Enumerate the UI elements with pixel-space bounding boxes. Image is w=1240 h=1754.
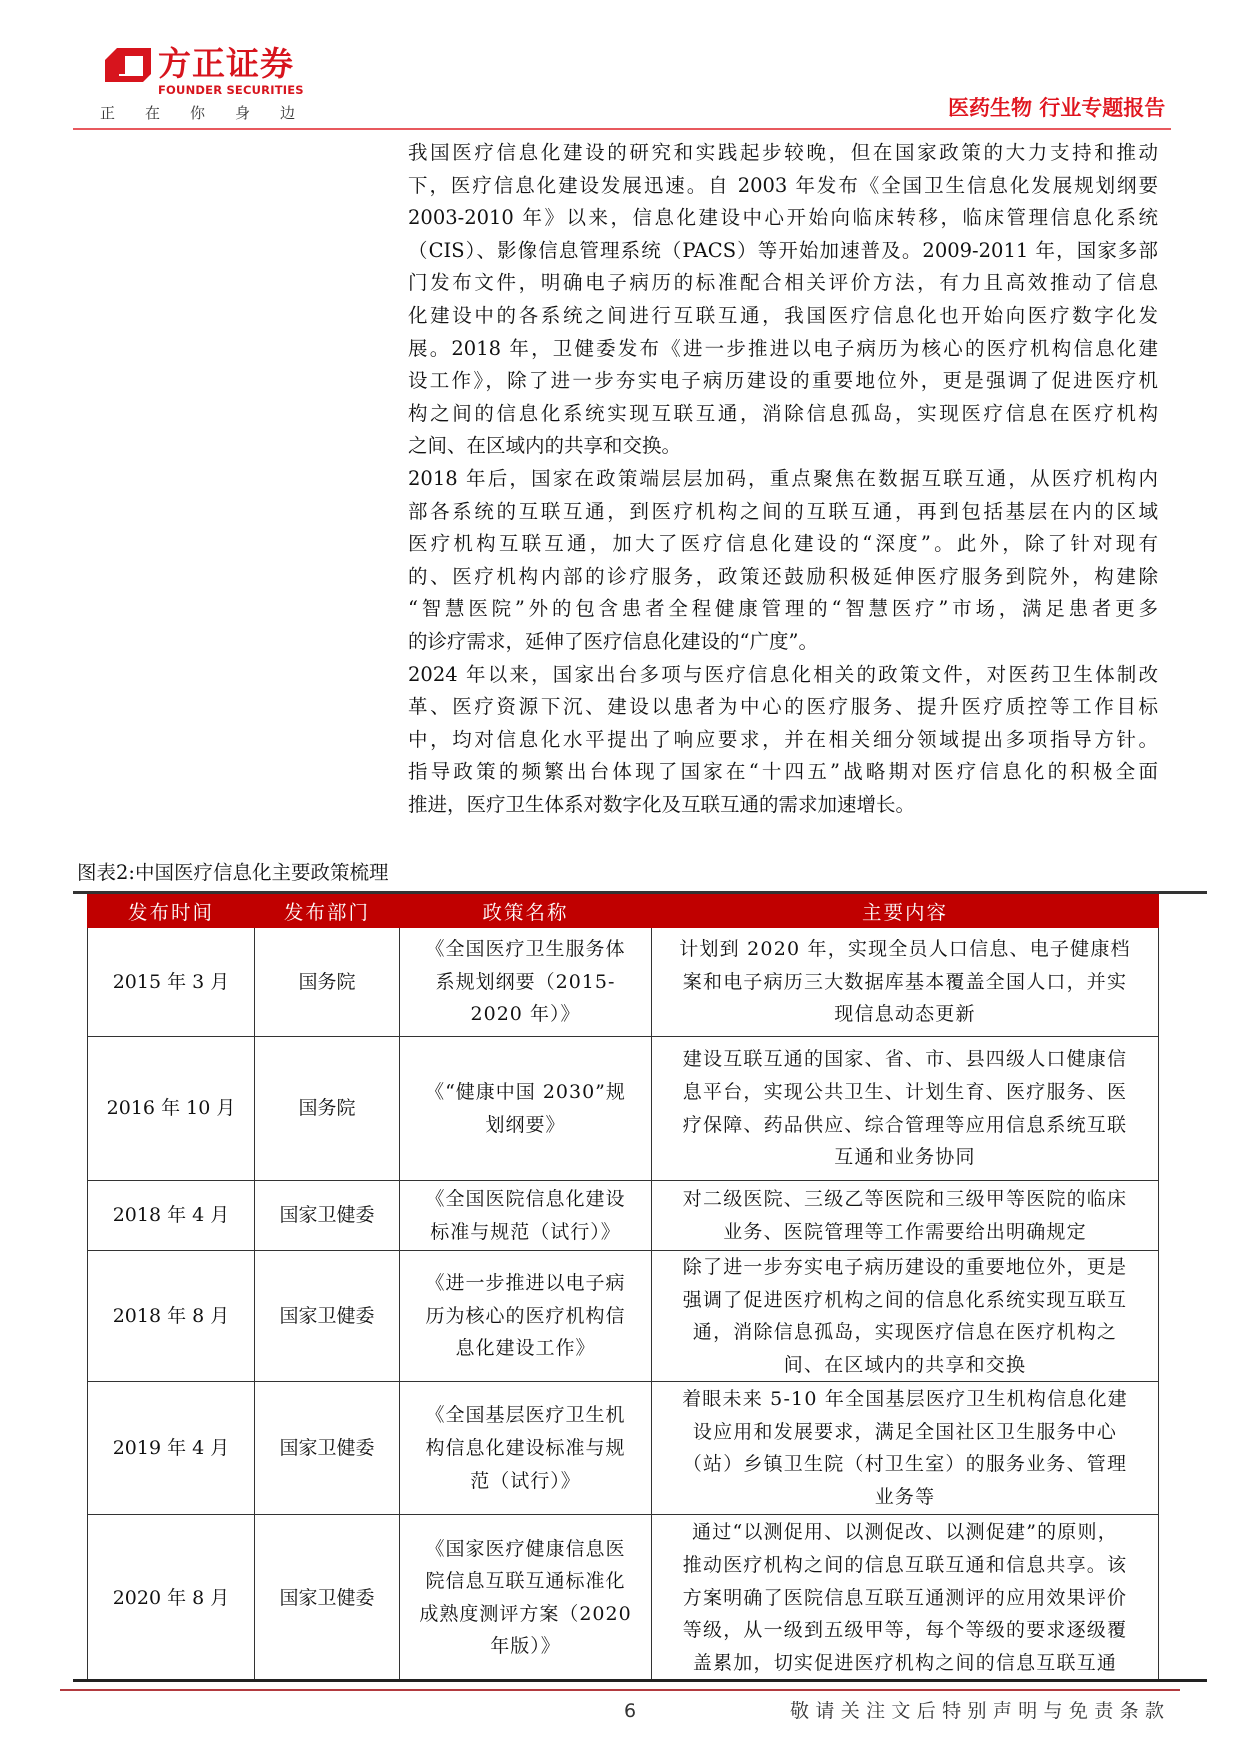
cell-release-time: 2020 年 8 月 bbox=[88, 1515, 255, 1681]
page-number: 6 bbox=[624, 1700, 637, 1722]
cell-main-content-line: （站）乡镇卫生院（村卫生室）的服务业务、管理 bbox=[682, 1453, 1128, 1476]
cell-policy-name bbox=[400, 1382, 652, 1515]
body-text-line: 门发布文件，明确电子病历的标准配合相关评价方法，有力且高效推动了信息 bbox=[408, 271, 1158, 295]
slogan-char: 你 bbox=[189, 104, 205, 122]
cell-policy-name-line: 《全国基层医疗卫生机 bbox=[425, 1404, 626, 1427]
table-row bbox=[88, 1181, 1159, 1251]
cell-policy-name-line: 系规划纲要（2015- bbox=[435, 970, 616, 993]
cell-department: 国家卫健委 bbox=[255, 1251, 400, 1382]
body-text-line: 部各系统的互联互通，到医疗机构之间的互联互通，再到包括基层在内的区域 bbox=[408, 499, 1158, 523]
cell-main-content-line: 设应用和发展要求，满足全国社区卫生服务中心 bbox=[692, 1420, 1118, 1443]
cell-policy-name-line: 《“健康中国 2030”规 bbox=[425, 1080, 626, 1103]
cell-main-content bbox=[652, 1181, 1159, 1251]
cell-main-content-line: 计划到 2020 年，实现全员人口信息、电子健康档 bbox=[679, 938, 1131, 961]
cell-release-time: 2016 年 10 月 bbox=[88, 1037, 255, 1181]
cell-main-content-line: 强调了促进医疗机构之间的信息化系统实现互联互 bbox=[682, 1288, 1128, 1311]
table-row bbox=[88, 1037, 1159, 1181]
cell-policy-name bbox=[400, 1037, 652, 1181]
cell-policy-name bbox=[400, 1251, 652, 1382]
cell-policy-name-line: 息化建设工作》 bbox=[455, 1337, 596, 1360]
cell-policy-name-line: 标准与规范（试行）》 bbox=[430, 1220, 621, 1243]
cell-department: 国务院 bbox=[255, 1037, 400, 1181]
body-text-line: 展。2018 年，卫健委发布《进一步推进以电子病历为核心的医疗机构信息化建 bbox=[408, 336, 1158, 360]
body-text-line: 2018 年后，国家在政策端层层加码，重点聚焦在数据互联互通，从医疗机构内 bbox=[408, 466, 1158, 490]
table-header-row bbox=[88, 895, 1159, 928]
body-text-line: 2003-2010 年》以来，信息化建设中心开始向临床转移，临床管理信息化系统 bbox=[408, 206, 1158, 230]
cell-department: 国家卫健委 bbox=[255, 1181, 400, 1251]
body-text-line: 构之间的信息化系统实现互联互通，消除信息孤岛，实现医疗信息在医疗机构 bbox=[408, 401, 1158, 425]
cell-policy-name bbox=[400, 928, 652, 1037]
cell-policy-name-line: 范（试行）》 bbox=[470, 1469, 581, 1492]
body-text-line: 革、医疗资源下沉、建设以患者为中心的医疗服务、提升医疗质控等工作目标 bbox=[408, 695, 1158, 719]
cell-main-content-line: 推动医疗机构之间的信息互联互通和信息共享。该 bbox=[682, 1553, 1128, 1576]
cell-main-content-line: 现信息动态更新 bbox=[834, 1003, 976, 1026]
cell-main-content-line: 业务、医院管理等工作需要给出明确规定 bbox=[723, 1220, 1087, 1243]
cell-department: 国务院 bbox=[255, 928, 400, 1037]
body-text-line: 的诊疗需求，延伸了医疗信息化建设的“广度”。 bbox=[408, 629, 818, 653]
cell-main-content bbox=[652, 928, 1159, 1037]
cell-main-content-line: 着眼未来 5-10 年全国基层医疗卫生机构信息化建 bbox=[682, 1388, 1128, 1411]
cell-main-content-line: 等级，从一级到五级甲等，每个等级的要求逐级覆 bbox=[682, 1619, 1128, 1642]
cell-policy-name-line: 2020 年）》 bbox=[470, 1003, 581, 1026]
column-header-department: 发布部门 bbox=[255, 895, 400, 928]
slogan-char: 正 bbox=[100, 104, 116, 122]
cell-policy-name-line: 划纲要》 bbox=[485, 1113, 566, 1136]
body-text-line: （CIS）、影像信息管理系统（PACS）等开始加速普及。2009-2011 年，国家多部 bbox=[408, 238, 1158, 262]
cell-main-content-line: 息平台，实现公共卫生、计划生育、医疗服务、医 bbox=[682, 1080, 1128, 1103]
cell-main-content bbox=[652, 1382, 1159, 1515]
table-row bbox=[88, 1382, 1159, 1515]
body-text-line: “智慧医院”外的包含患者全程健康管理的“智慧医疗”市场，满足患者更多 bbox=[408, 597, 1158, 621]
figure-bottom-rule bbox=[73, 1679, 1207, 1682]
cell-main-content-line: 建设互联互通的国家、省、市、县四级人口健康信 bbox=[682, 1048, 1128, 1071]
cell-main-content bbox=[652, 1037, 1159, 1181]
body-paragraphs bbox=[408, 137, 1158, 821]
column-header-policy-name: 政策名称 bbox=[400, 895, 652, 928]
body-text-line: 指导政策的频繁出台体现了国家在“十四五”战略期对医疗信息化的积极全面 bbox=[408, 760, 1158, 784]
cell-main-content-line: 通过“以测促用、以测促改、以测促建”的原则， bbox=[692, 1521, 1118, 1544]
slogan-char: 身 bbox=[234, 104, 250, 122]
cell-main-content-line: 除了进一步夯实电子病历建设的重要地位外，更是 bbox=[682, 1256, 1128, 1278]
cell-main-content-line: 对二级医院、三级乙等医院和三级甲等医院的临床 bbox=[682, 1187, 1128, 1210]
body-text-line: 的、医疗机构内部的诊疗服务，政策还鼓励积极延伸医疗服务到院外，构建除 bbox=[408, 564, 1158, 588]
cell-policy-name-line: 《国家医疗健康信息医 bbox=[425, 1537, 626, 1560]
cell-release-time: 2019 年 4 月 bbox=[88, 1382, 255, 1515]
cell-main-content-line: 案和电子病历三大数据库基本覆盖全国人口，并实 bbox=[682, 970, 1128, 993]
cell-policy-name-line: 历为核心的医疗机构信 bbox=[425, 1304, 626, 1327]
cell-main-content-line: 疗保障、药品供应、综合管理等应用信息系统互联 bbox=[682, 1113, 1128, 1136]
cell-department: 国家卫健委 bbox=[255, 1382, 400, 1515]
figure-title: 图表2:中国医疗信息化主要政策梳理 bbox=[77, 861, 389, 884]
cell-policy-name-line: 成熟度测评方案（2020 bbox=[419, 1602, 632, 1625]
table-row bbox=[88, 1515, 1159, 1681]
cell-main-content-line: 盖累加，切实促进医疗机构之间的信息互联互通 bbox=[692, 1651, 1118, 1674]
body-text-line: 推进，医疗卫生体系对数字化及互联互通的需求加速增长。 bbox=[408, 792, 916, 816]
cell-release-time: 2018 年 4 月 bbox=[88, 1181, 255, 1251]
cell-main-content-line: 通，消除信息孤岛，实现医疗信息在医疗机构之 bbox=[692, 1321, 1118, 1344]
logo-english-name: FOUNDER SECURITIES bbox=[158, 83, 304, 97]
slogan bbox=[100, 103, 295, 123]
column-header-main-content: 主要内容 bbox=[652, 895, 1159, 928]
cell-department: 国家卫健委 bbox=[255, 1515, 400, 1681]
cell-release-time: 2018 年 8 月 bbox=[88, 1251, 255, 1382]
disclaimer-notice: 敬请关注文后特别声明与免责条款 bbox=[790, 1700, 1167, 1722]
report-type-label: 医药生物 行业专题报告 bbox=[948, 96, 1166, 120]
cell-policy-name-line: 年版）》 bbox=[490, 1635, 561, 1658]
body-text-line: 设工作》，除了进一步夯实电子病历建设的重要地位外，更是强调了促进医疗机 bbox=[408, 369, 1158, 393]
body-text-line: 我国医疗信息化建设的研究和实践起步较晚，但在国家政策的大力支持和推动 bbox=[408, 141, 1158, 164]
cell-policy-name-line: 构信息化建设标准与规 bbox=[425, 1437, 626, 1460]
cell-policy-name-line: 《全国医院信息化建设 bbox=[425, 1187, 626, 1210]
footer-divider bbox=[60, 1689, 1180, 1691]
cell-policy-name bbox=[400, 1515, 652, 1681]
slogan-char: 在 bbox=[144, 104, 160, 122]
column-header-time: 发布时间 bbox=[88, 895, 255, 928]
body-text-line: 中，均对信息化水平提出了响应要求，并在相关细分领域提出多项指导方针。 bbox=[408, 727, 1158, 751]
cell-main-content-line: 方案明确了医院信息互联互通测评的应用效果评价 bbox=[682, 1586, 1128, 1609]
body-text-line: 化建设中的各系统之间进行互联互通，我国医疗信息化也开始向医疗数字化发 bbox=[408, 303, 1158, 327]
founder-logo-icon bbox=[105, 48, 151, 82]
cell-policy-name-line: 《全国医疗卫生服务体 bbox=[425, 938, 626, 961]
cell-policy-name-line: 院信息互联互通标准化 bbox=[425, 1570, 626, 1593]
table-row bbox=[88, 1251, 1159, 1382]
logo-chinese-name: 方正证券 bbox=[158, 44, 294, 83]
body-text-line: 之间、在区域内的共享和交换。 bbox=[408, 434, 682, 458]
cell-main-content-line: 间、在区域内的共享和交换 bbox=[783, 1353, 1027, 1376]
body-text-line: 医疗机构互联互通，加大了医疗信息化建设的“深度”。此外，除了针对现有 bbox=[408, 532, 1158, 556]
cell-release-time: 2015 年 3 月 bbox=[88, 928, 255, 1037]
body-text-line: 2024 年以来，国家出台多项与医疗信息化相关的政策文件，对医药卫生体制改 bbox=[408, 662, 1158, 686]
cell-policy-name bbox=[400, 1181, 652, 1251]
policy-table bbox=[87, 894, 1159, 1681]
header-divider bbox=[73, 128, 1171, 130]
slogan-char: 边 bbox=[279, 104, 295, 122]
cell-policy-name-line: 《进一步推进以电子病 bbox=[425, 1272, 626, 1295]
cell-main-content-line: 业务等 bbox=[874, 1485, 936, 1508]
table-row bbox=[88, 928, 1159, 1037]
body-text-line: 下，医疗信息化建设发展迅速。自 2003 年发布《全国卫生信息化发展规划纲要 bbox=[408, 173, 1158, 197]
cell-main-content-line: 互通和业务协同 bbox=[834, 1146, 976, 1169]
cell-main-content bbox=[652, 1515, 1159, 1681]
cell-main-content bbox=[652, 1251, 1159, 1382]
